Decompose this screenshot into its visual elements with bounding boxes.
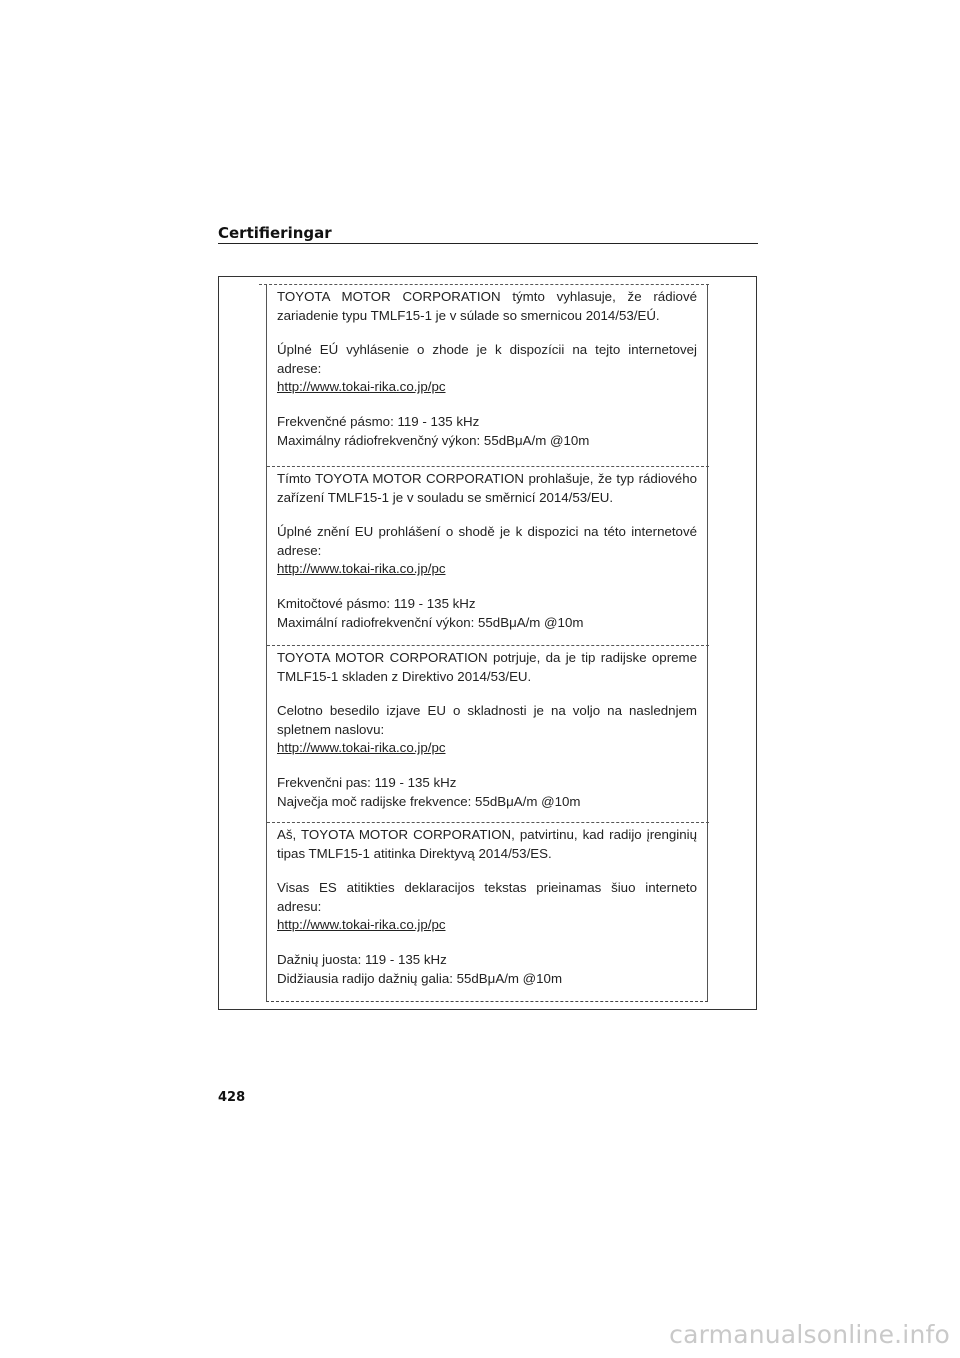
declaration-statement: TOYOTA MOTOR CORPORATION týmto vyhlasuje, že rádiové zariadenie typu TMLF15-1 je v súlade so smernicou 2014/53/EÚ. xyxy=(277,289,697,323)
scanned-declarations xyxy=(266,284,708,1002)
declaration-cs xyxy=(267,466,709,632)
frequency-band: Frekvenčni pas: 119 - 135 kHz xyxy=(277,774,457,790)
declaration-fulltext-intro: Úplné znění EU prohlášení o shodě je k dispozici na této internetové adrese: xyxy=(277,524,697,558)
title-divider xyxy=(218,243,758,244)
section-title: Certifieringar xyxy=(218,224,332,242)
max-power: Maximální radiofrekvenční výkon: 55dBμA/m @10m xyxy=(277,614,584,630)
scan-top-divider xyxy=(259,284,709,285)
declaration-url-link[interactable]: http://www.tokai-rika.co.jp/pc xyxy=(277,917,446,933)
max-power: Največja moč radijske frekvence: 55dBμA/m @10m xyxy=(277,793,581,809)
declaration-fulltext-intro: Visas ES atitikties deklaracijos tekstas prieinamas šiuo interneto adresu: xyxy=(277,880,697,914)
frequency-band: Frekvenčné pásmo: 119 - 135 kHz xyxy=(277,413,480,429)
declaration-fulltext-intro: Úplné EÚ vyhlásenie o zhode je k dispozícii na tejto internetovej adrese: xyxy=(277,342,697,376)
declaration-statement: Aš, TOYOTA MOTOR CORPORATION, patvirtinu, kad radijo įrenginių tipas TMLF15-1 atitinka Direktyvą 2014/53/ES. xyxy=(277,827,697,861)
declaration-statement: TOYOTA MOTOR CORPORATION potrjuje, da je tip radijske opreme TMLF15-1 skladen z Direktivo 2014/53/EU. xyxy=(277,650,697,684)
declaration-lt xyxy=(267,822,709,988)
declaration-url-link[interactable]: http://www.tokai-rika.co.jp/pc xyxy=(277,379,446,395)
declaration-url-link[interactable]: http://www.tokai-rika.co.jp/pc xyxy=(277,561,446,577)
watermark: carmanualsonline.info xyxy=(669,1320,950,1349)
declaration-statement: Tímto TOYOTA MOTOR CORPORATION prohlašuje, že typ rádiového zařízení TMLF15-1 je v souladu se směrnicí 2014/53/EU. xyxy=(277,471,697,505)
max-power: Maximálny rádiofrekvenčný výkon: 55dBμA/m @10m xyxy=(277,432,590,448)
frequency-band: Kmitočtové pásmo: 119 - 135 kHz xyxy=(277,595,476,611)
max-power: Didžiausia radijo dažnių galia: 55dBμA/m @10m xyxy=(277,970,563,986)
frequency-band: Dažnių juosta: 119 - 135 kHz xyxy=(277,951,447,967)
declaration-fulltext-intro: Celotno besedilo izjave EU o skladnosti je na voljo na naslednjem spletnem naslovu: xyxy=(277,703,697,737)
page-number: 428 xyxy=(218,1090,246,1105)
declaration-url-link[interactable]: http://www.tokai-rika.co.jp/pc xyxy=(277,740,446,756)
declaration-sk xyxy=(267,288,709,450)
declaration-sl xyxy=(267,645,709,811)
